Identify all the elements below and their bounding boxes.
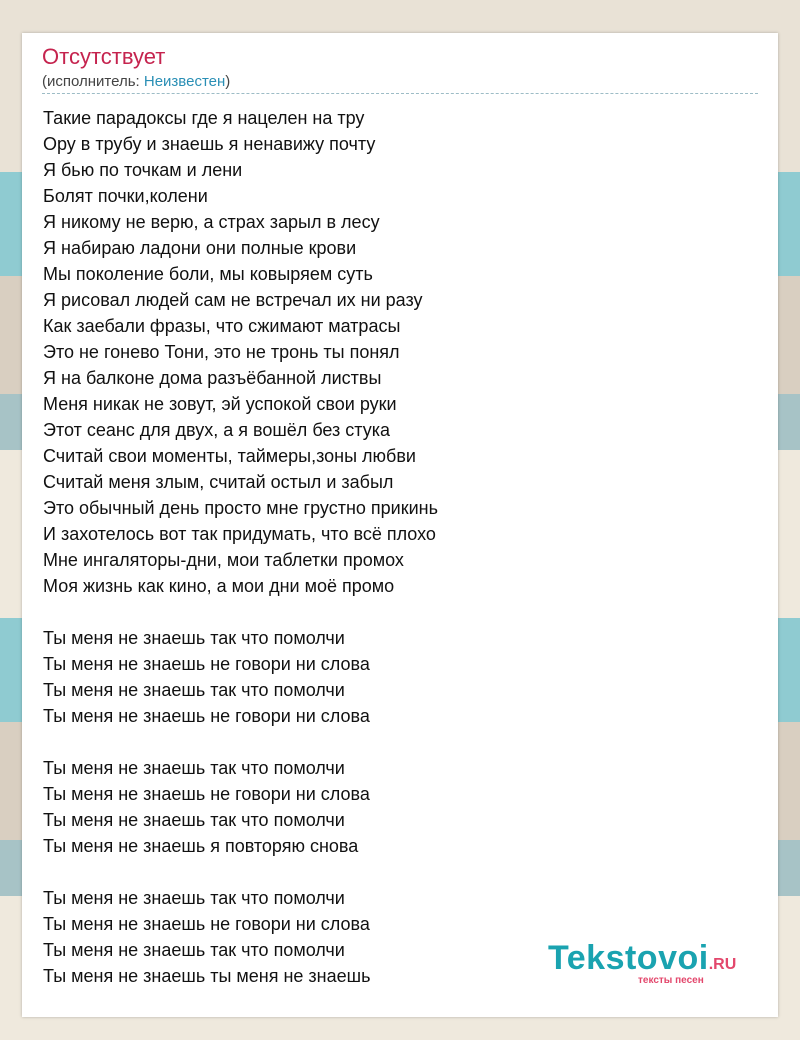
lyrics-line: Мне ингаляторы-дни, мои таблетки промох bbox=[43, 550, 404, 570]
lyrics-line: Ты меня не знаешь так что помолчи bbox=[43, 940, 345, 960]
lyrics-line: Это не гонево Тони, это не тронь ты понял bbox=[43, 342, 400, 362]
lyrics-line: Болят почки,колени bbox=[43, 186, 208, 206]
lyrics-line: Ты меня не знаешь не говори ни слова bbox=[43, 706, 370, 726]
artist-prefix: (исполнитель: bbox=[42, 73, 144, 90]
lyrics-line: Ты меня не знаешь так что помолчи bbox=[43, 628, 345, 648]
logo-tagline: тексты песен bbox=[638, 975, 704, 986]
lyrics-line: Ты меня не знаешь так что помолчи bbox=[43, 810, 345, 830]
lyrics-line: И захотелось вот так придумать, что всё плохо bbox=[43, 524, 436, 544]
lyrics-line: Ты меня не знаешь я повторяю снова bbox=[43, 836, 359, 856]
divider bbox=[42, 93, 758, 94]
lyrics-stanza bbox=[43, 105, 759, 599]
lyrics-stanza bbox=[43, 625, 759, 729]
lyrics-line: Такие парадоксы где я нацелен на тру bbox=[43, 108, 365, 128]
lyrics-line: Меня никак не зовут, эй успокой свои руки bbox=[43, 394, 397, 414]
lyrics-line: Ору в трубу и знаешь я ненавижу почту bbox=[43, 134, 376, 154]
lyrics-line: Мы поколение боли, мы ковыряем суть bbox=[43, 264, 373, 284]
lyrics-line: Ты меня не знаешь не говори ни слова bbox=[43, 914, 370, 934]
lyrics-line: Ты меня не знаешь ты меня не знаешь bbox=[43, 966, 371, 986]
song-title: Отсутствует bbox=[42, 44, 166, 69]
lyrics-line: Я рисовал людей сам не встречал их ни разу bbox=[43, 290, 423, 310]
lyrics-line: Ты меня не знаешь так что помолчи bbox=[43, 888, 345, 908]
lyrics-line: Считай свои моменты, таймеры,зоны любви bbox=[43, 446, 416, 466]
lyrics-line: Я на балконе дома разъёбанной листвы bbox=[43, 368, 382, 388]
artist-link[interactable]: Неизвестен bbox=[143, 73, 226, 90]
lyrics-line: Ты меня не знаешь не говори ни слова bbox=[43, 784, 370, 804]
lyrics-line: Моя жизнь как кино, а мои дни моё промо bbox=[43, 576, 395, 596]
lyrics-card bbox=[22, 33, 778, 1017]
lyrics-line: Я бью по точкам и лени bbox=[43, 160, 243, 180]
lyrics-line: Считай меня злым, считай остыл и забыл bbox=[43, 472, 394, 492]
lyrics-line: Я набираю ладони они полные крови bbox=[43, 238, 357, 258]
lyrics-line: Как заебали фразы, что сжимают матрасы bbox=[43, 316, 401, 336]
artist-line bbox=[42, 72, 230, 92]
logo-tld: .RU bbox=[708, 956, 737, 973]
lyrics-line: Ты меня не знаешь так что помолчи bbox=[43, 680, 345, 700]
lyrics-line: Этот сеанс для двух, а я вошёл без стука bbox=[43, 420, 391, 440]
lyrics-line: Ты меня не знаешь не говори ни слова bbox=[43, 654, 370, 674]
lyrics-stanza bbox=[43, 755, 759, 859]
site-logo[interactable] bbox=[548, 939, 737, 986]
logo-main-text: Tekstovoi bbox=[548, 939, 709, 977]
artist-suffix: ) bbox=[225, 73, 231, 90]
lyrics-line: Я никому не верю, а страх зарыл в лесу bbox=[43, 212, 380, 232]
lyrics-line: Это обычный день просто мне грустно прикинь bbox=[43, 498, 438, 518]
lyrics-line: Ты меня не знаешь так что помолчи bbox=[43, 758, 345, 778]
lyrics-body bbox=[43, 105, 759, 989]
